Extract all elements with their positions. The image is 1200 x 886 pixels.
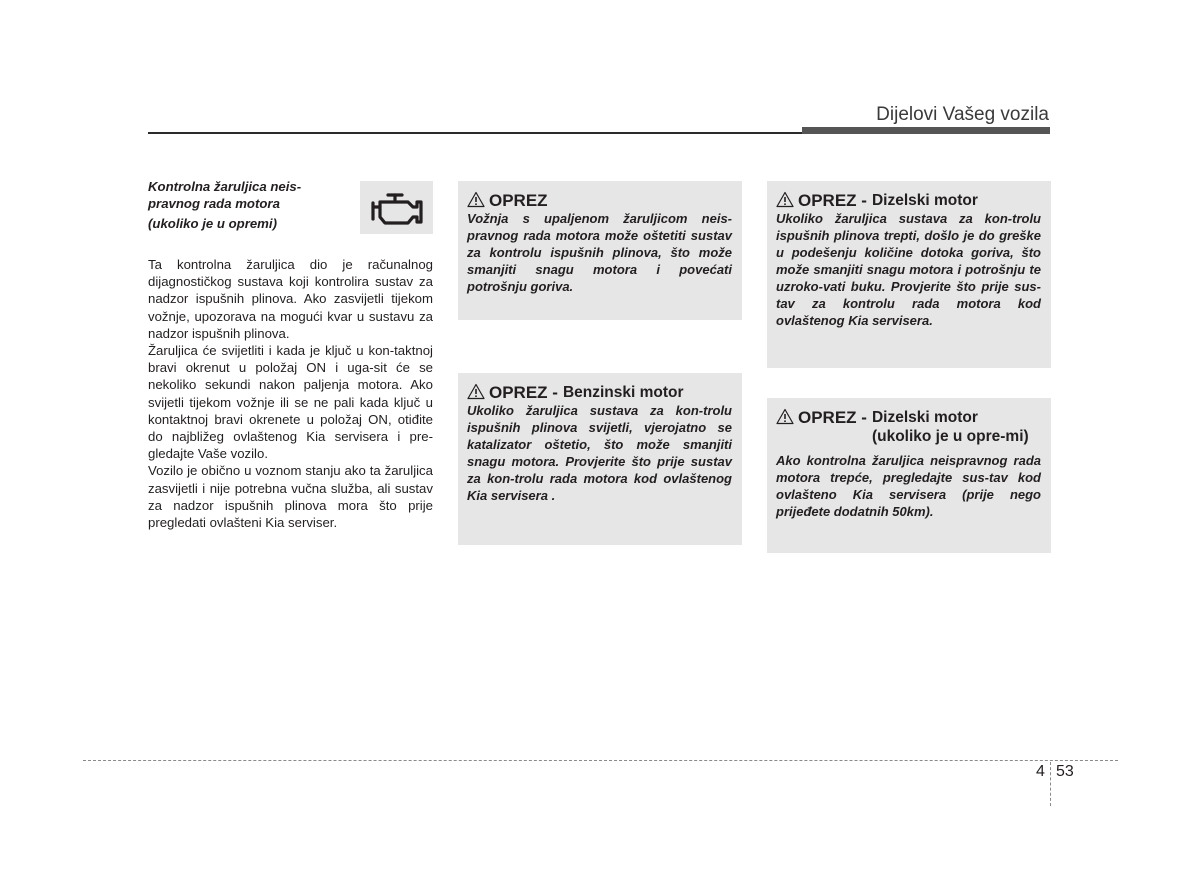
caution-word: OPREZ -	[489, 383, 558, 402]
caution-word: OPREZ	[489, 191, 548, 210]
lamp-title: Kontrolna žaruljica neis-pravnog rada motora	[148, 179, 302, 211]
lamp-heading	[148, 178, 343, 232]
lamp-optional-note: (ukoliko je u opremi)	[148, 216, 277, 231]
section-title: Dijelovi Vašeg vozila	[876, 104, 1049, 125]
chapter-number: 4	[1036, 763, 1045, 780]
caution-box-petrol	[458, 373, 742, 545]
footer-dotted-rule	[83, 760, 1118, 761]
header-accent-bar	[802, 127, 1050, 134]
warning-triangle-icon	[467, 383, 485, 400]
body-text	[148, 256, 433, 531]
caution-word: OPREZ -	[798, 191, 867, 210]
caution-subtitle: Dizelski motor	[871, 192, 978, 209]
footer-divider	[1050, 762, 1051, 806]
caution-heading	[467, 383, 732, 402]
caution-heading	[776, 408, 1041, 446]
body-paragraph: Vozilo je obično u voznom stanju ako ta žaruljica zasvijetli i nije potrebna vučna služba, ali sustav za nadzor ispušnih plinova mora što prije pregledati ovlašteni Kia serviser.	[148, 463, 433, 531]
caution-word: OPREZ -	[798, 408, 867, 427]
caution-text: Ako kontrolna žaruljica neispravnog rada motora trepće, pregledajte sus-tav kod ovlašteno Kia servisera (prije nego prijeđete dodatnih 50km).	[776, 453, 1041, 519]
caution-heading	[467, 191, 732, 210]
check-engine-icon	[368, 189, 426, 227]
warning-triangle-icon	[776, 191, 794, 208]
caution-box-general	[458, 181, 742, 320]
caution-text: Ukoliko žaruljica sustava za kon-trolu ispušnih plinova trepti, došlo je do greške u podešenju količine dotoka goriva, što može smanjiti snagu motora i potrošnju te uzroko-vati buku. Provjerite što prije sus-tav za kontrolu rada motora kod ovlaštenog Kia servisera.	[776, 211, 1041, 328]
warning-triangle-icon	[467, 191, 485, 208]
header-rule	[148, 132, 802, 134]
page-number: 53	[1056, 763, 1074, 780]
caution-box-diesel	[767, 181, 1051, 368]
body-paragraph: Žaruljica će svijetliti i kada je ključ u kon-taktnoj bravi okrenut u položaj ON i uga-sit će se nekoliko sekundi nakon paljenja motora. Ako svijetli tijekom vožnje ili se ne pali kada ključ u kontaktnoj bravi okrenete u položaj ON, otiđite do najbližeg ovlaštenog Kia servisera i pre-gledajte Vaše vozilo.	[148, 343, 433, 462]
caution-subtitle: Dizelski motor (ukoliko je u opre-mi)	[871, 409, 1029, 445]
lamp-icon-box	[360, 181, 433, 234]
caution-box-diesel-optional	[767, 398, 1051, 553]
caution-text: Ukoliko žaruljica sustava za kon-trolu ispušnih plinova svijetli, vjerojatno se katalizator oštetio, što može smanjiti snagu motora. Provjerite što prije sustav za kon-trolu rada motora kod ovlaštenog Kia servisera .	[467, 403, 732, 503]
body-paragraph: Ta kontrolna žaruljica dio je računalnog dijagnostičkog sustava koji kontrolira sustav za nadzor ispušnih plinova. Ako zasvijetli tijekom vožnje, upozorava na mogući kvar u sustavu za nadzor ispušnih plinova.	[148, 257, 433, 341]
caution-subtitle: Benzinski motor	[562, 384, 684, 401]
caution-text: Vožnja s upaljenom žaruljicom neis-pravnog rada motora može oštetiti sustav za kontrolu ispušnih plinova, što može smanjiti snagu motora i povećati potrošnju goriva.	[467, 211, 732, 294]
caution-heading	[776, 191, 1041, 210]
warning-triangle-icon	[776, 408, 794, 425]
